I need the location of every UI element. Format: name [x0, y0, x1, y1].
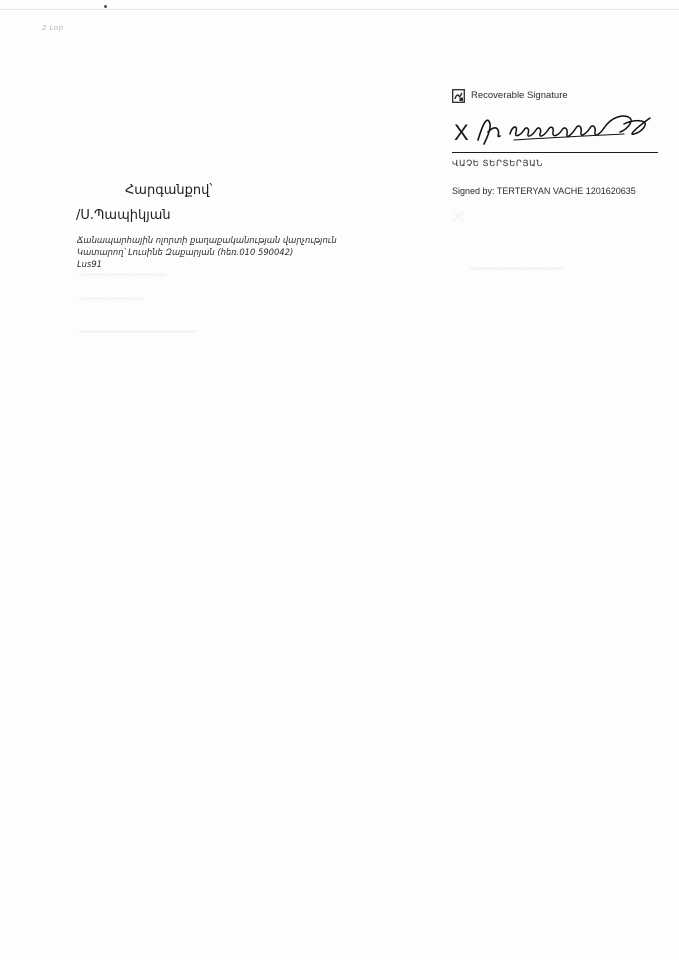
executor-info [77, 234, 357, 270]
digital-signature-block [452, 86, 662, 196]
signer-printed-name: ՎԱՉԵ ՏԵՐՏԵՐՅԱՆ [452, 158, 544, 168]
executor-line: Կատարող՝ Լուսինե Զաքարյան (հեռ.010 590042) [77, 247, 294, 257]
closing-regards: Հարգանքով՝ [125, 183, 213, 198]
page-top-edge [0, 9, 679, 10]
signature-certificate-icon [452, 88, 465, 102]
signature-x-mark: X [454, 120, 469, 145]
show-through-mark [80, 292, 143, 307]
department-line: Ճանապարհային ոլորտի քաղաքականության վարչություն [77, 235, 337, 245]
show-through-mark [470, 262, 564, 277]
show-through-mark [80, 268, 166, 283]
reference-code: Lus91 [77, 259, 102, 269]
closing-signer: /Ս.Պապիկյան [76, 208, 171, 223]
show-through-mark [80, 325, 197, 340]
signed-by-line: Signed by: TERTERYAN VACHE 1201620635 [452, 186, 636, 196]
signature-line [452, 108, 658, 153]
show-through-mark [450, 205, 467, 229]
signature-header-label: Recoverable Signature [471, 89, 568, 101]
handwritten-signature [474, 110, 654, 148]
scan-speck [104, 5, 107, 8]
corner-note: 2 Լօր [42, 24, 64, 32]
signature-header [452, 86, 662, 104]
